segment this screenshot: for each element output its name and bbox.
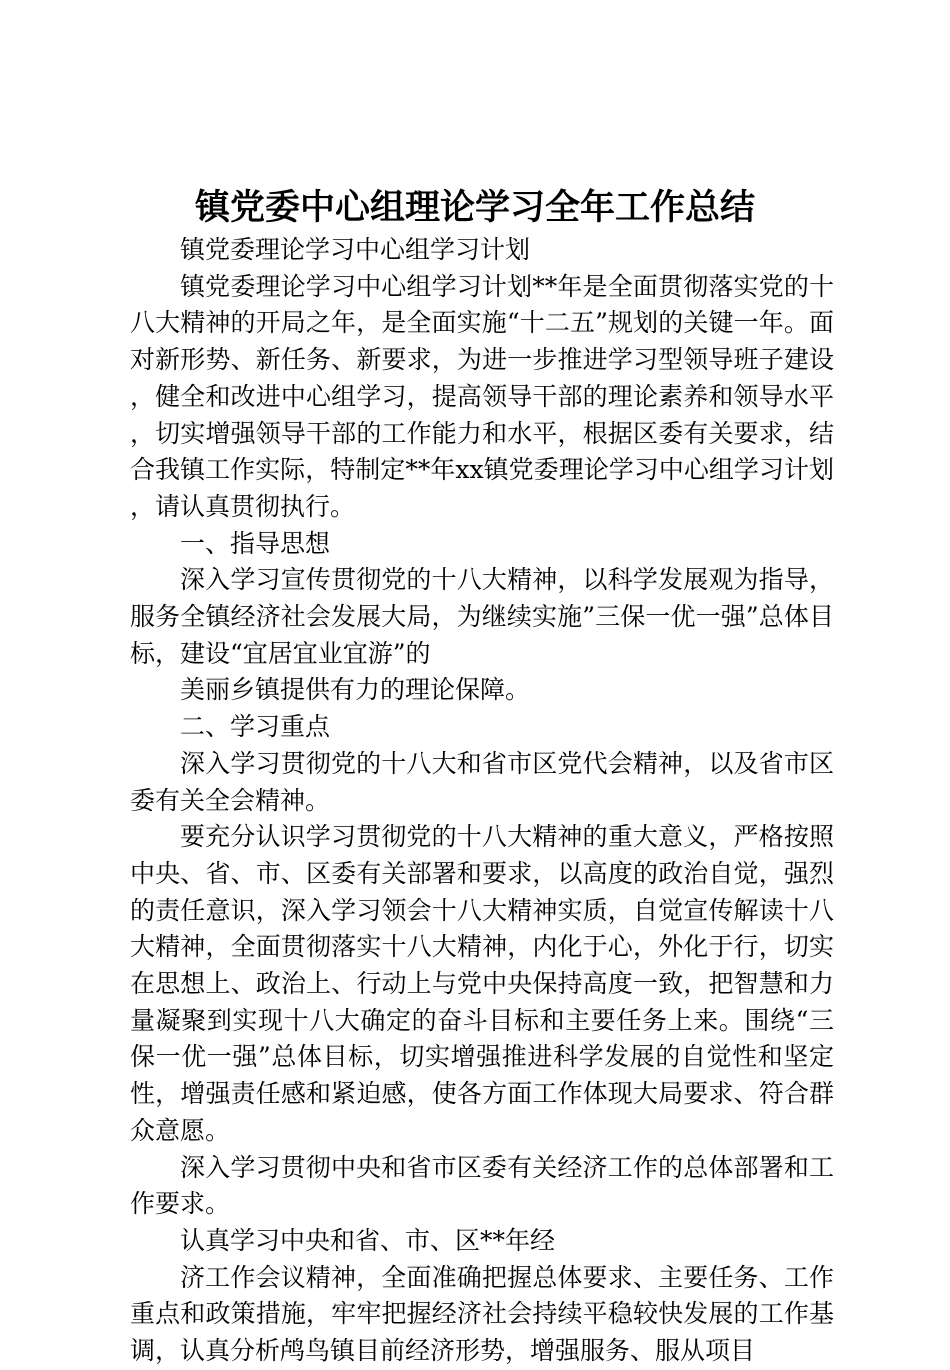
paragraph-study-focus-2: 要充分认识学习贯彻党的十八大精神的重大意义，严格按照中央、省、市、区委有关部署和要求，以高度的政治自觉，强烈的责任意识，深入学习领会十八大精神实质，自觉宣传解读十八大精神，全面贯彻落实十八大精神，内化于心，外化于行，切实在思想上、政治上、行动上与党中央保持高度一致，把智慧和力量凝聚到实现十八大确定的奋斗目标和主要任务上来。围绕“三保一优一强”总体目标，切实增强推进科学发展的自觉性和坚定性，增强责任感和紧迫感，使各方面工作体现大局要求、符合群众意愿。 bbox=[130, 822, 834, 1145]
paragraph-study-focus-1: 深入学习贯彻党的十八大和省市区党代会精神，以及省市区委有关全会精神。 bbox=[130, 748, 834, 815]
paragraph-plan-heading: 镇党委理论学习中心组学习计划 bbox=[180, 235, 531, 264]
paragraph-study-focus-4: 认真学习中央和省、市、区**年经 bbox=[180, 1225, 556, 1255]
paragraph-intro: 镇党委理论学习中心组学习计划**年是全面贯彻落实党的十八大精神的开局之年，是全面实施“十二五”规划的关键一年。面对新形势、新任务、新要求，为进一步推进学习型领导班子建设，健全和改进中心组学习，提高领导干部的理论素养和领导水平，切实增强领导干部的工作能力和水平，根据区委有关要求，结合我镇工作实际，特制定**年xx镇党委理论学习中心组学习计划，请认真贯彻执行。 bbox=[130, 271, 834, 521]
paragraph-guiding-ideology-cont: 美丽乡镇提供有力的理论保障。 bbox=[180, 675, 531, 705]
paragraph-study-focus-3: 深入学习贯彻中央和省市区委有关经济工作的总体部署和工作要求。 bbox=[130, 1152, 834, 1219]
paragraph-study-focus-5: 济工作会议精神，全面准确把握总体要求、主要任务、工作重点和政策措施，牢牢把握经济社会持续平稳较快发展的工作基调，认真分析鸬鸟镇目前经济形势，增强服务、服从项目 bbox=[130, 1262, 834, 1366]
document-body bbox=[130, 232, 834, 1370]
paragraph-guiding-ideology: 深入学习宣传贯彻党的十八大精神，以科学发展观为指导，服务全镇经济社会发展大局，为继续实施”三保一优一强”总体目标，建设“宜居宜业宜游”的 bbox=[130, 565, 834, 668]
section-heading-study-focus: 二、学习重点 bbox=[180, 712, 331, 742]
section-heading-guiding-ideology: 一、指导思想 bbox=[180, 528, 331, 558]
document-title: 镇党委中心组理论学习全年工作总结 bbox=[194, 187, 755, 228]
